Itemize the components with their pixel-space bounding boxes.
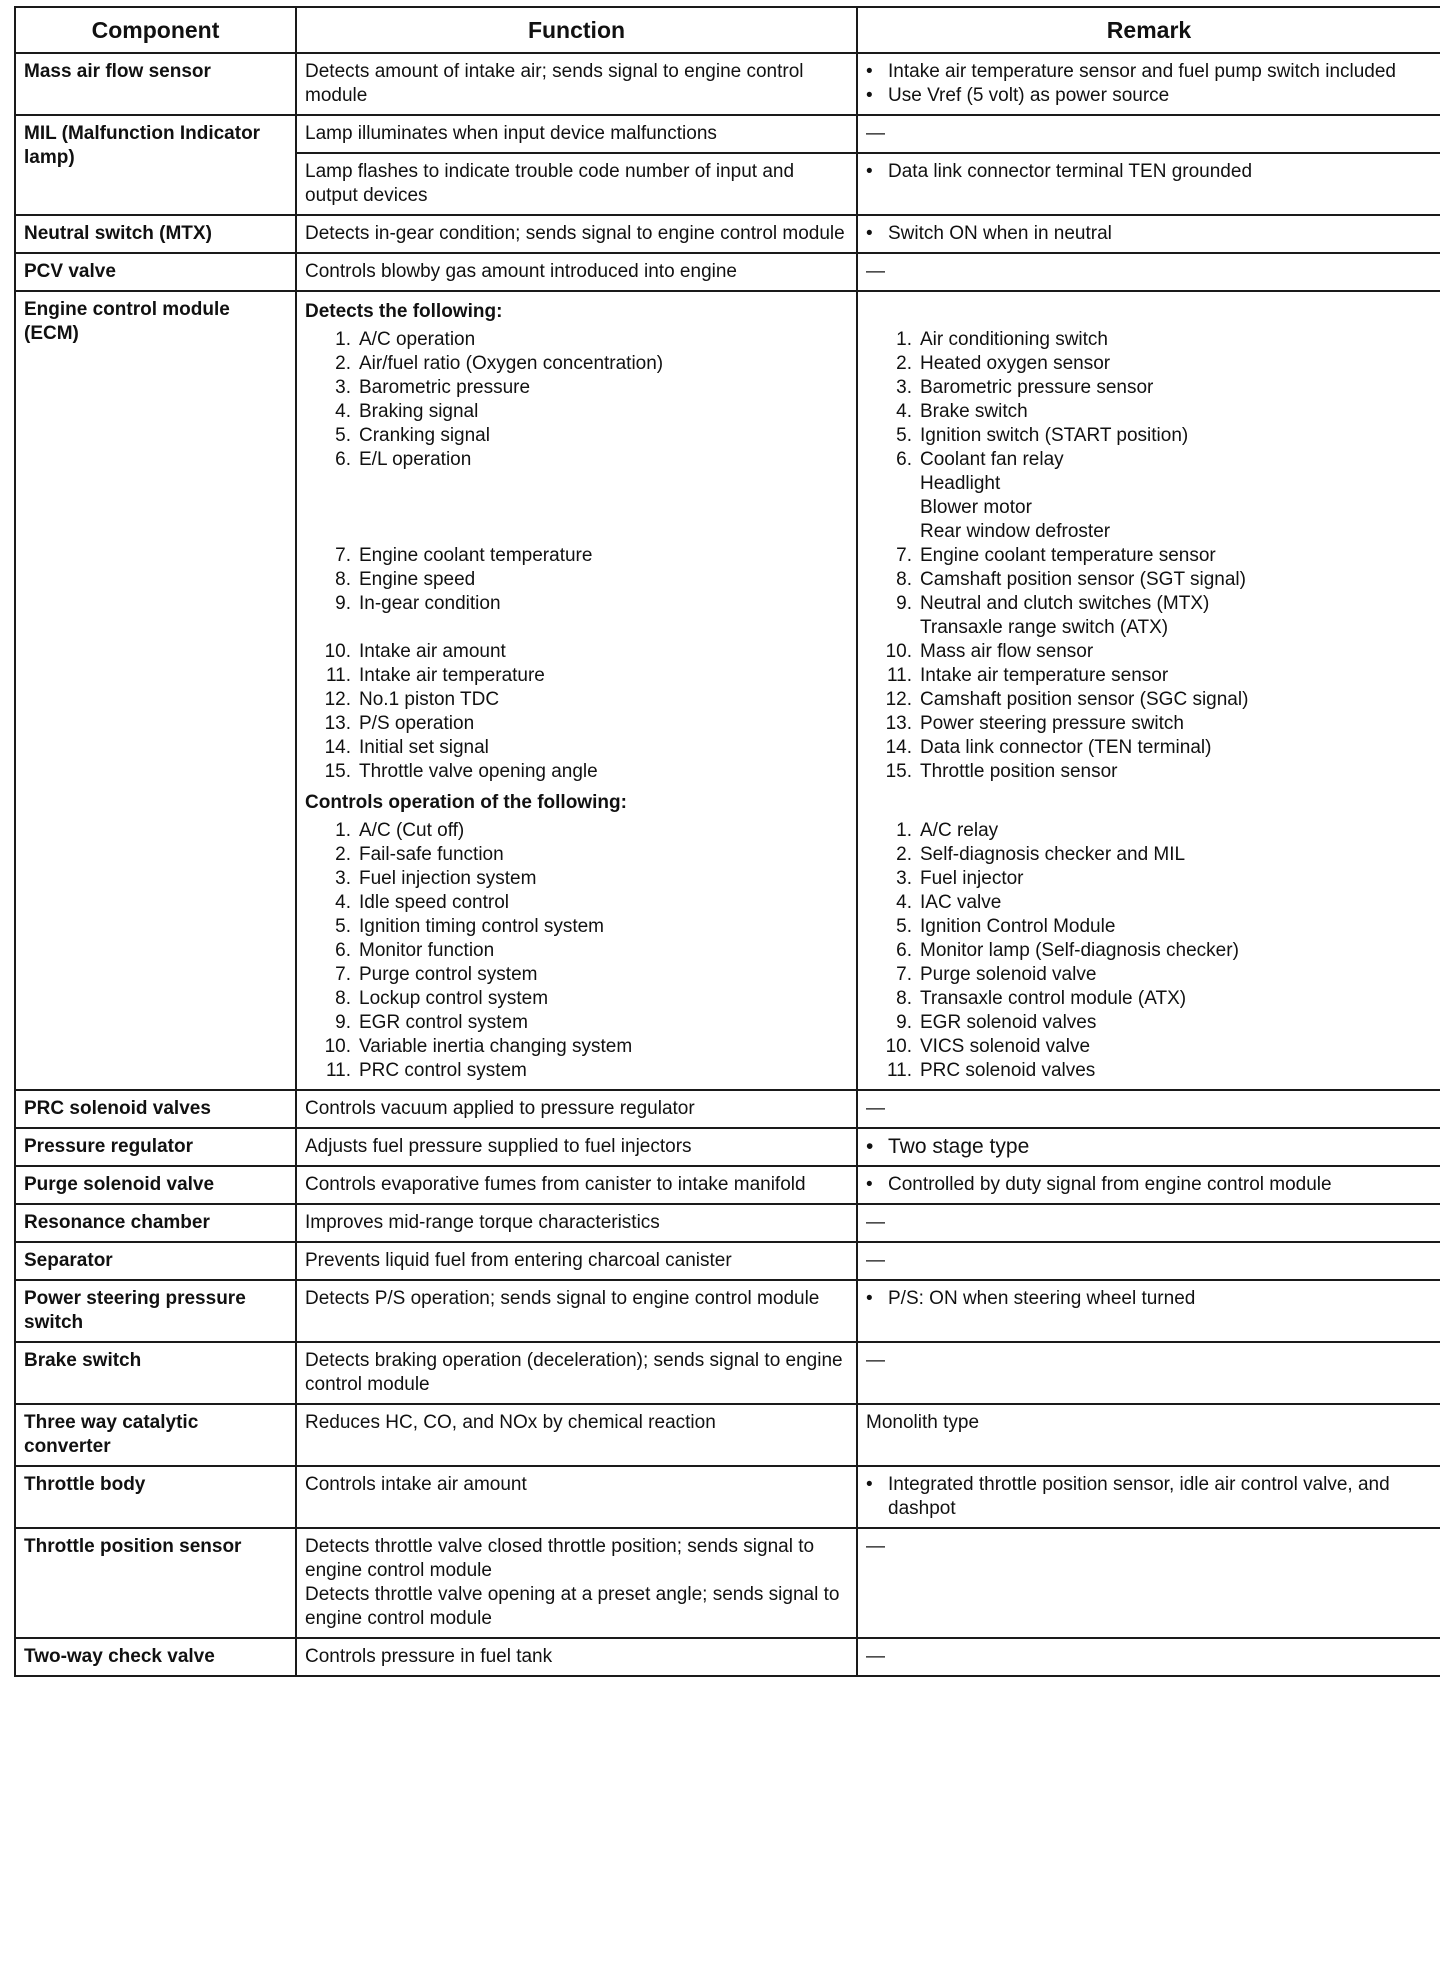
detects-heading-spacer: [866, 298, 1432, 328]
item-number: [866, 472, 920, 496]
item-number: 3.: [335, 868, 351, 889]
table-row: [15, 1280, 1440, 1342]
item-number: 10.: [324, 1036, 351, 1057]
item-number: 15.: [324, 761, 351, 782]
item-text: Cranking signal: [359, 425, 490, 446]
item-number: 9.: [335, 1012, 351, 1033]
detects-remark-item: [866, 352, 1432, 376]
function-cell: Prevents liquid fuel from entering charcoal canister: [296, 1242, 857, 1280]
numbered-item: [305, 352, 848, 376]
numbered-item: [305, 891, 848, 915]
item-text: PRC solenoid valves: [920, 1060, 1096, 1081]
numbered-item: [866, 640, 1432, 664]
item-text: Air/fuel ratio (Oxygen concentration): [359, 353, 664, 374]
numbered-item: [305, 843, 848, 867]
remark-cell: [857, 1528, 1440, 1638]
dash-mark: —: [866, 1212, 885, 1233]
component-cell: Brake switch: [15, 1342, 296, 1404]
numbered-item: [866, 472, 1432, 496]
function-cell: Reduces HC, CO, and NOx by chemical reaction: [296, 1404, 857, 1466]
numbered-item: [866, 915, 1432, 939]
item-number: 1.: [335, 820, 351, 841]
detects-function-item: [305, 400, 848, 424]
numbered-item: [305, 376, 848, 400]
item-text: Fail-safe function: [359, 844, 504, 865]
numbered-item: [866, 424, 1432, 448]
component-cell: PRC solenoid valves: [15, 1090, 296, 1128]
numbered-item: [866, 736, 1432, 760]
item-text: A/C relay: [920, 820, 999, 841]
remark-cell: [857, 1342, 1440, 1404]
item-number: 9.: [896, 593, 912, 614]
item-number: 4.: [335, 892, 351, 913]
item-text: Transaxle control module (ATX): [920, 988, 1187, 1009]
numbered-item: [866, 448, 1432, 472]
table-row: [15, 1204, 1440, 1242]
item-number: 10.: [885, 1036, 912, 1057]
numbered-item: [305, 760, 848, 784]
item-text: Neutral and clutch switches (MTX): [920, 593, 1210, 614]
item-number: 5.: [335, 916, 351, 937]
bullet-icon: •: [866, 61, 873, 82]
item-text: Engine speed: [359, 569, 476, 590]
numbered-item: [305, 640, 848, 664]
numbered-item: [305, 664, 848, 688]
remark-cell: [857, 1166, 1440, 1204]
item-text: E/L operation: [359, 449, 472, 470]
remark-text: Intake air temperature sensor and fuel pump switch included: [888, 61, 1396, 82]
remark-text: P/S: ON when steering wheel turned: [888, 1288, 1196, 1309]
numbered-item: [866, 843, 1432, 867]
detects-remark-item: [866, 640, 1432, 664]
detects-function-item: [305, 568, 848, 592]
remark-text: Data link connector terminal TEN grounded: [888, 161, 1253, 182]
item-number: 7.: [896, 964, 912, 985]
table-row: [15, 115, 1440, 153]
header-component: Component: [15, 7, 296, 53]
item-text: Self-diagnosis checker and MIL: [920, 844, 1186, 865]
header-remark: Remark: [857, 7, 1440, 53]
detects-remark-item: [866, 328, 1432, 352]
item-number: 12.: [324, 689, 351, 710]
item-number: 2.: [335, 353, 351, 374]
function-line: Detects throttle valve closed throttle position; sends signal to engine control module: [305, 1536, 815, 1581]
detects-function-item: [305, 760, 848, 784]
remark-cell: [857, 1242, 1440, 1280]
controls-heading-spacer: [866, 789, 1432, 819]
function-cell: Detects braking operation (deceleration); sends signal to engine control module: [296, 1342, 857, 1404]
item-text: Barometric pressure sensor: [920, 377, 1154, 398]
remark-text: Controlled by duty signal from engine control module: [888, 1174, 1332, 1195]
detects-function-item: [305, 328, 848, 352]
numbered-item: [866, 760, 1432, 784]
item-number: 7.: [335, 545, 351, 566]
function-cell: Controls pressure in fuel tank: [296, 1638, 857, 1676]
item-text: Variable inertia changing system: [359, 1036, 633, 1057]
item-text: P/S operation: [359, 713, 475, 734]
item-number: [866, 496, 920, 520]
numbered-item: [866, 867, 1432, 891]
function-cell: Lamp flashes to indicate trouble code number of input and output devices: [296, 153, 857, 215]
item-text: Rear window defroster: [920, 521, 1111, 542]
item-text: Engine coolant temperature: [359, 545, 593, 566]
item-text: Throttle position sensor: [920, 761, 1118, 782]
remark-cell: Monolith type: [857, 1404, 1440, 1466]
item-number: 4.: [335, 401, 351, 422]
item-text: Camshaft position sensor (SGC signal): [920, 689, 1249, 710]
item-text: No.1 piston TDC: [359, 689, 500, 710]
item-number: 10.: [885, 641, 912, 662]
item-text: Monitor function: [359, 940, 495, 961]
component-cell: Throttle position sensor: [15, 1528, 296, 1638]
header-function: Function: [296, 7, 857, 53]
dash-mark: —: [866, 1350, 885, 1371]
item-number: 2.: [896, 844, 912, 865]
remark-cell: [857, 153, 1440, 215]
numbered-item: [866, 568, 1432, 592]
numbered-item: [866, 712, 1432, 736]
remark-cell: [857, 53, 1440, 115]
numbered-item: [866, 1035, 1432, 1059]
numbered-item: [866, 688, 1432, 712]
item-number: 6.: [335, 449, 351, 470]
detects-remark-item: [866, 424, 1432, 448]
remark-text: Two stage type: [888, 1135, 1030, 1158]
item-number: 6.: [896, 940, 912, 961]
item-text: Idle speed control: [359, 892, 509, 913]
function-cell: Controls intake air amount: [296, 1466, 857, 1528]
numbered-item: [305, 712, 848, 736]
item-number: 2.: [335, 844, 351, 865]
item-text: Braking signal: [359, 401, 479, 422]
item-number: [866, 616, 920, 640]
numbered-item: [866, 376, 1432, 400]
numbered-item: [866, 819, 1432, 843]
function-cell: Controls vacuum applied to pressure regulator: [296, 1090, 857, 1128]
numbered-item: [866, 496, 1432, 520]
item-text: Data link connector (TEN terminal): [920, 737, 1212, 758]
function-cell: Controls evaporative fumes from canister to intake manifold: [296, 1166, 857, 1204]
item-number: 14.: [885, 737, 912, 758]
component-function-table: [14, 6, 1440, 1677]
header-row: [15, 7, 1440, 53]
component-cell: Mass air flow sensor: [15, 53, 296, 115]
numbered-item: [866, 616, 1432, 640]
item-text: Headlight: [920, 473, 1001, 494]
numbered-item: [866, 400, 1432, 424]
table-row: [15, 1128, 1440, 1166]
item-text: Ignition switch (START position): [920, 425, 1189, 446]
numbered-item: [305, 736, 848, 760]
detects-function-item: [305, 664, 848, 688]
item-number: 7.: [335, 964, 351, 985]
function-cell: Detects in-gear condition; sends signal to engine control module: [296, 215, 857, 253]
item-number: [866, 520, 920, 544]
component-cell: Power steering pressure switch: [15, 1280, 296, 1342]
function-cell: Improves mid-range torque characteristics: [296, 1204, 857, 1242]
table-row: [15, 1638, 1440, 1676]
item-text: EGR control system: [359, 1012, 528, 1033]
remark-cell: [857, 1280, 1440, 1342]
remark-cell: [857, 1128, 1440, 1166]
detects-function-item: [305, 544, 848, 568]
numbered-item: [305, 939, 848, 963]
item-number: 13.: [885, 713, 912, 734]
table-row: [15, 1404, 1440, 1466]
bullet-icon: •: [866, 1174, 873, 1195]
numbered-item: [305, 448, 848, 472]
ecm-remark-cell: [857, 291, 1440, 1090]
component-cell: Resonance chamber: [15, 1204, 296, 1242]
item-number: 11.: [325, 665, 351, 686]
remark-cell: [857, 1638, 1440, 1676]
item-number: 1.: [335, 329, 351, 350]
bullet-icon: •: [866, 223, 873, 244]
numbered-item: [305, 987, 848, 1011]
numbered-item: [305, 819, 848, 843]
numbered-item: [305, 1059, 848, 1083]
item-number: 10.: [324, 641, 351, 662]
numbered-item: [866, 520, 1432, 544]
detects-remark-item: [866, 376, 1432, 400]
numbered-item: [866, 939, 1432, 963]
table-row: [15, 1090, 1440, 1128]
bullet-icon: •: [866, 1135, 874, 1158]
numbered-item: [305, 688, 848, 712]
ecm-function-cell: [296, 291, 857, 1090]
item-number: 9.: [896, 1012, 912, 1033]
detects-remark-item: [866, 760, 1432, 784]
remark-cell: [857, 1466, 1440, 1528]
controls-heading: Controls operation of the following:: [305, 792, 627, 813]
item-number: 3.: [335, 377, 351, 398]
item-text: Barometric pressure: [359, 377, 531, 398]
function-cell: [296, 1528, 857, 1638]
item-number: 5.: [896, 916, 912, 937]
numbered-item: [866, 352, 1432, 376]
detects-function-item: [305, 376, 848, 400]
detects-remark-item: [866, 736, 1432, 760]
detects-remark-item: [866, 544, 1432, 568]
numbered-item: [866, 891, 1432, 915]
item-number: 8.: [335, 988, 351, 1009]
item-text: Blower motor: [920, 497, 1032, 518]
remark-cell: [857, 1090, 1440, 1128]
item-number: 13.: [324, 713, 351, 734]
item-number: 15.: [885, 761, 912, 782]
numbered-item: [305, 568, 848, 592]
function-cell: Detects P/S operation; sends signal to engine control module: [296, 1280, 857, 1342]
dash-mark: —: [866, 1536, 885, 1557]
item-number: 1.: [896, 329, 912, 350]
item-text: Transaxle range switch (ATX): [920, 617, 1169, 638]
item-text: Mass air flow sensor: [920, 641, 1094, 662]
dash-mark: —: [866, 261, 885, 282]
item-text: Ignition Control Module: [920, 916, 1116, 937]
function-cell: Controls blowby gas amount introduced into engine: [296, 253, 857, 291]
item-text: PRC control system: [359, 1060, 527, 1081]
remark-text: Integrated throttle position sensor, idle air control valve, and dashpot: [888, 1474, 1390, 1519]
bullet-icon: •: [866, 85, 873, 106]
item-text: Fuel injector: [920, 868, 1024, 889]
item-text: Intake air temperature: [359, 665, 545, 686]
table-row: [15, 1342, 1440, 1404]
remark-cell: [857, 1204, 1440, 1242]
component-cell: MIL (Malfunction Indicator lamp): [15, 115, 296, 215]
item-number: 3.: [896, 377, 912, 398]
item-number: 6.: [896, 449, 912, 470]
numbered-item: [305, 328, 848, 352]
item-text: IAC valve: [920, 892, 1002, 913]
numbered-item: [305, 1011, 848, 1035]
item-text: Lockup control system: [359, 988, 549, 1009]
table-row-ecm: [15, 291, 1440, 1090]
table-row: [15, 1166, 1440, 1204]
item-number: 11.: [886, 1060, 912, 1081]
dash-mark: —: [866, 1646, 885, 1667]
numbered-item: [866, 987, 1432, 1011]
table-row: [15, 253, 1440, 291]
item-text: Camshaft position sensor (SGT signal): [920, 569, 1246, 590]
item-text: In-gear condition: [359, 593, 501, 614]
table-row: [15, 1528, 1440, 1638]
numbered-item: [305, 424, 848, 448]
component-cell: Two-way check valve: [15, 1638, 296, 1676]
detects-remark-item: [866, 400, 1432, 424]
item-number: 8.: [896, 988, 912, 1009]
bullet-icon: •: [866, 1474, 873, 1495]
numbered-item: [866, 328, 1432, 352]
item-number: 5.: [896, 425, 912, 446]
item-number: 1.: [896, 820, 912, 841]
numbered-item: [866, 1059, 1432, 1083]
component-cell: Throttle body: [15, 1466, 296, 1528]
component-cell: Neutral switch (MTX): [15, 215, 296, 253]
detects-remark-item: [866, 448, 1432, 544]
item-text: Engine coolant temperature sensor: [920, 545, 1216, 566]
item-text: Monitor lamp (Self-diagnosis checker): [920, 940, 1239, 961]
item-text: Power steering pressure switch: [920, 713, 1184, 734]
detects-remark-item: [866, 664, 1432, 688]
item-number: 4.: [896, 892, 912, 913]
item-number: 11.: [325, 1060, 351, 1081]
function-line: Detects throttle valve opening at a preset angle; sends signal to engine control module: [305, 1584, 840, 1629]
item-number: 12.: [885, 689, 912, 710]
item-text: Intake air temperature sensor: [920, 665, 1169, 686]
item-number: 9.: [335, 593, 351, 614]
item-number: 6.: [335, 940, 351, 961]
item-text: Initial set signal: [359, 737, 489, 758]
dash-mark: —: [866, 1250, 885, 1271]
table-row: [15, 215, 1440, 253]
item-text: Air conditioning switch: [920, 329, 1108, 350]
item-text: VICS solenoid valve: [920, 1036, 1091, 1057]
remark-cell: [857, 115, 1440, 153]
numbered-item: [305, 400, 848, 424]
detects-function-item: [305, 736, 848, 760]
item-number: 8.: [896, 569, 912, 590]
item-text: Ignition timing control system: [359, 916, 604, 937]
bullet-icon: •: [866, 161, 873, 182]
component-cell: Three way catalytic converter: [15, 1404, 296, 1466]
numbered-item: [866, 664, 1432, 688]
numbered-item: [866, 963, 1432, 987]
detects-function-item: [305, 640, 848, 664]
remark-text: Use Vref (5 volt) as power source: [888, 85, 1170, 106]
detects-remark-item: [866, 568, 1432, 592]
detects-function-item: [305, 688, 848, 712]
detects-heading: Detects the following:: [305, 301, 503, 322]
item-text: Throttle valve opening angle: [359, 761, 598, 782]
component-cell: Purge solenoid valve: [15, 1166, 296, 1204]
detects-remark-item: [866, 592, 1432, 640]
item-number: 3.: [896, 868, 912, 889]
item-number: 4.: [896, 401, 912, 422]
numbered-item: [866, 544, 1432, 568]
component-cell: Engine control module (ECM): [15, 291, 296, 1090]
numbered-item: [305, 963, 848, 987]
dash-mark: —: [866, 123, 885, 144]
component-cell: PCV valve: [15, 253, 296, 291]
item-text: EGR solenoid valves: [920, 1012, 1097, 1033]
table-row: [15, 1242, 1440, 1280]
function-cell: Adjusts fuel pressure supplied to fuel injectors: [296, 1128, 857, 1166]
numbered-item: [305, 915, 848, 939]
detects-remark-item: [866, 688, 1432, 712]
item-text: Coolant fan relay: [920, 449, 1064, 470]
function-cell: Detects amount of intake air; sends signal to engine control module: [296, 53, 857, 115]
item-text: Heated oxygen sensor: [920, 353, 1111, 374]
numbered-item: [305, 1035, 848, 1059]
item-number: 7.: [896, 545, 912, 566]
table-row: [15, 53, 1440, 115]
item-text: Purge solenoid valve: [920, 964, 1097, 985]
item-number: 8.: [335, 569, 351, 590]
detects-function-item: [305, 448, 848, 544]
item-text: Purge control system: [359, 964, 538, 985]
remark-cell: [857, 253, 1440, 291]
remark-cell: [857, 215, 1440, 253]
item-text: Fuel injection system: [359, 868, 537, 889]
detects-function-item: [305, 424, 848, 448]
item-text: A/C operation: [359, 329, 476, 350]
item-number: 14.: [324, 737, 351, 758]
item-text: Intake air amount: [359, 641, 506, 662]
remark-text: Switch ON when in neutral: [888, 223, 1112, 244]
component-cell: Separator: [15, 1242, 296, 1280]
dash-mark: —: [866, 1098, 885, 1119]
numbered-item: [305, 544, 848, 568]
bullet-icon: •: [866, 1288, 873, 1309]
table-row: [15, 1466, 1440, 1528]
numbered-item: [305, 867, 848, 891]
function-cell: Lamp illuminates when input device malfunctions: [296, 115, 857, 153]
component-cell: Pressure regulator: [15, 1128, 296, 1166]
detects-remark-item: [866, 712, 1432, 736]
numbered-item: [866, 1011, 1432, 1035]
numbered-item: [866, 592, 1432, 616]
detects-function-item: [305, 592, 848, 640]
item-number: 5.: [335, 425, 351, 446]
item-number: 2.: [896, 353, 912, 374]
item-text: Brake switch: [920, 401, 1028, 422]
item-number: 11.: [886, 665, 912, 686]
numbered-item: [305, 592, 848, 616]
detects-function-item: [305, 712, 848, 736]
detects-function-item: [305, 352, 848, 376]
item-text: A/C (Cut off): [359, 820, 465, 841]
